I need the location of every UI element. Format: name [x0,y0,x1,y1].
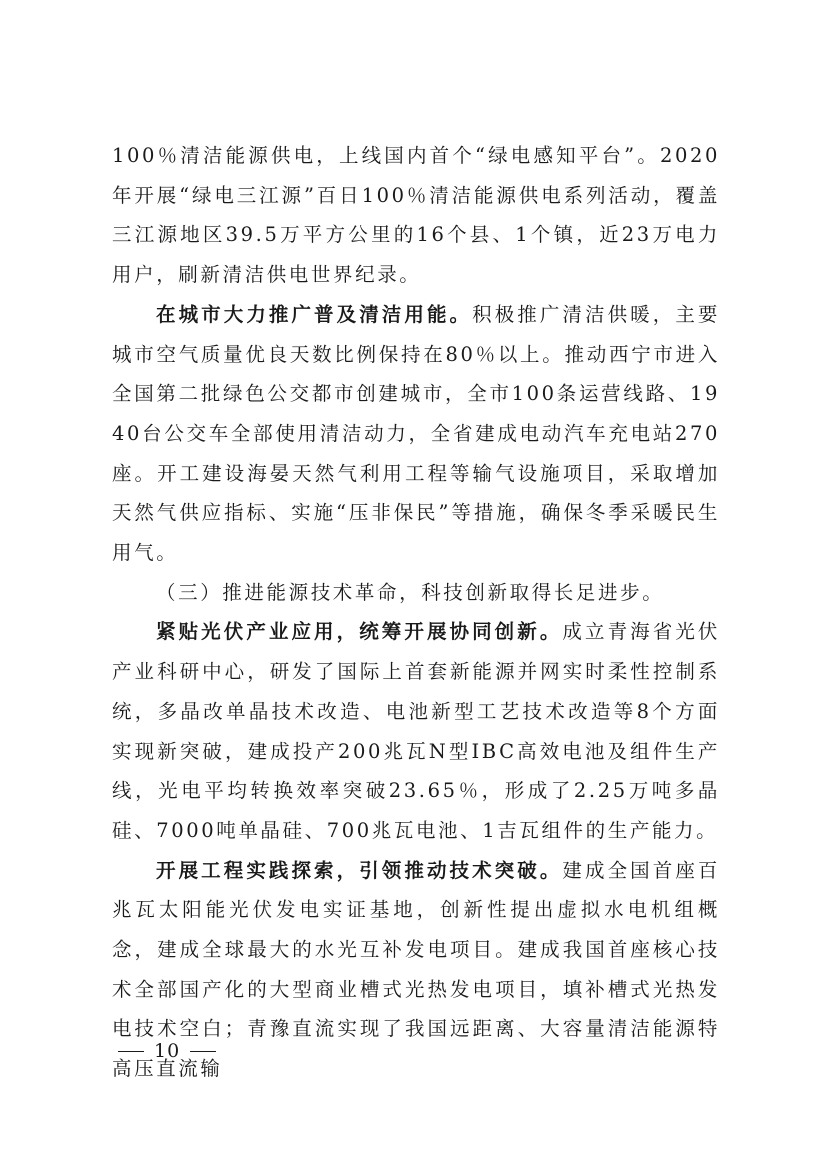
paragraph-green-power-continued [112,136,720,295]
paragraph-text: 100％清洁能源供电，上线国内首个“绿电感知平台”。2020年开展“绿电三江源”百日100％清洁能源供电系列活动，覆盖三江源地区39.5万平方公里的16个县、1个镇，近23万电力用户，刷新清洁供电世界纪录。 [112,144,720,287]
paragraph-photovoltaic-innovation [112,612,720,850]
paragraph-lead: 紧贴光伏产业应用，统筹开展协同创新。 [156,620,563,644]
section-heading-text: （三）推进能源技术革命，科技创新取得长足进步。 [156,580,665,604]
body-text [112,136,720,1089]
footer-dash-right [190,1051,216,1052]
paragraph-text: 成立青海省光伏产业科研中心，研发了国际上首套新能源并网实时柔性控制系统，多晶改单晶技术改造、电池新型工艺技术改造等8个方面实现新突破，建成投产200兆瓦N型IBC高效电池及组件生产线，光电平均转换效率突破23.65％，形成了2.25万吨多晶硅、7000吨单晶硅、700兆瓦电池、1吉瓦组件的生产能力。 [112,620,720,842]
paragraph-lead: 开展工程实践探索，引领推动技术突破。 [156,858,563,882]
paragraph-text: 积极推广清洁供暖，主要城市空气质量优良天数比例保持在80％以上。推动西宁市进入全国第二批绿色公交都市创建城市，全市100条运营线路、1940台公交车全部使用清洁动力，全省建成电动汽车充电站270座。开工建设海晏天然气利用工程等输气设施项目，采取增加天然气供应指标、实施“压非保民”等措施，确保冬季采暖民生用气。 [112,302,720,565]
paragraph-lead: 在城市大力推广普及清洁用能。 [156,302,473,326]
footer-dash-left [118,1051,144,1052]
page-footer [118,1040,216,1062]
section-heading-tech-revolution [112,573,720,613]
paragraph-urban-clean-energy [112,295,720,573]
paragraph-text: 建成全国首座百兆瓦太阳能光伏发电实证基地，创新性提出虚拟水电机组概念，建成全球最大的水光互补发电项目。建成我国首座核心技术全部国产化的大型商业槽式光热发电项目，填补槽式光热发电技术空白；青豫直流实现了我国远距离、大容量清洁能源特高压直流输 [112,858,720,1081]
page-number: 10 [154,1040,181,1062]
